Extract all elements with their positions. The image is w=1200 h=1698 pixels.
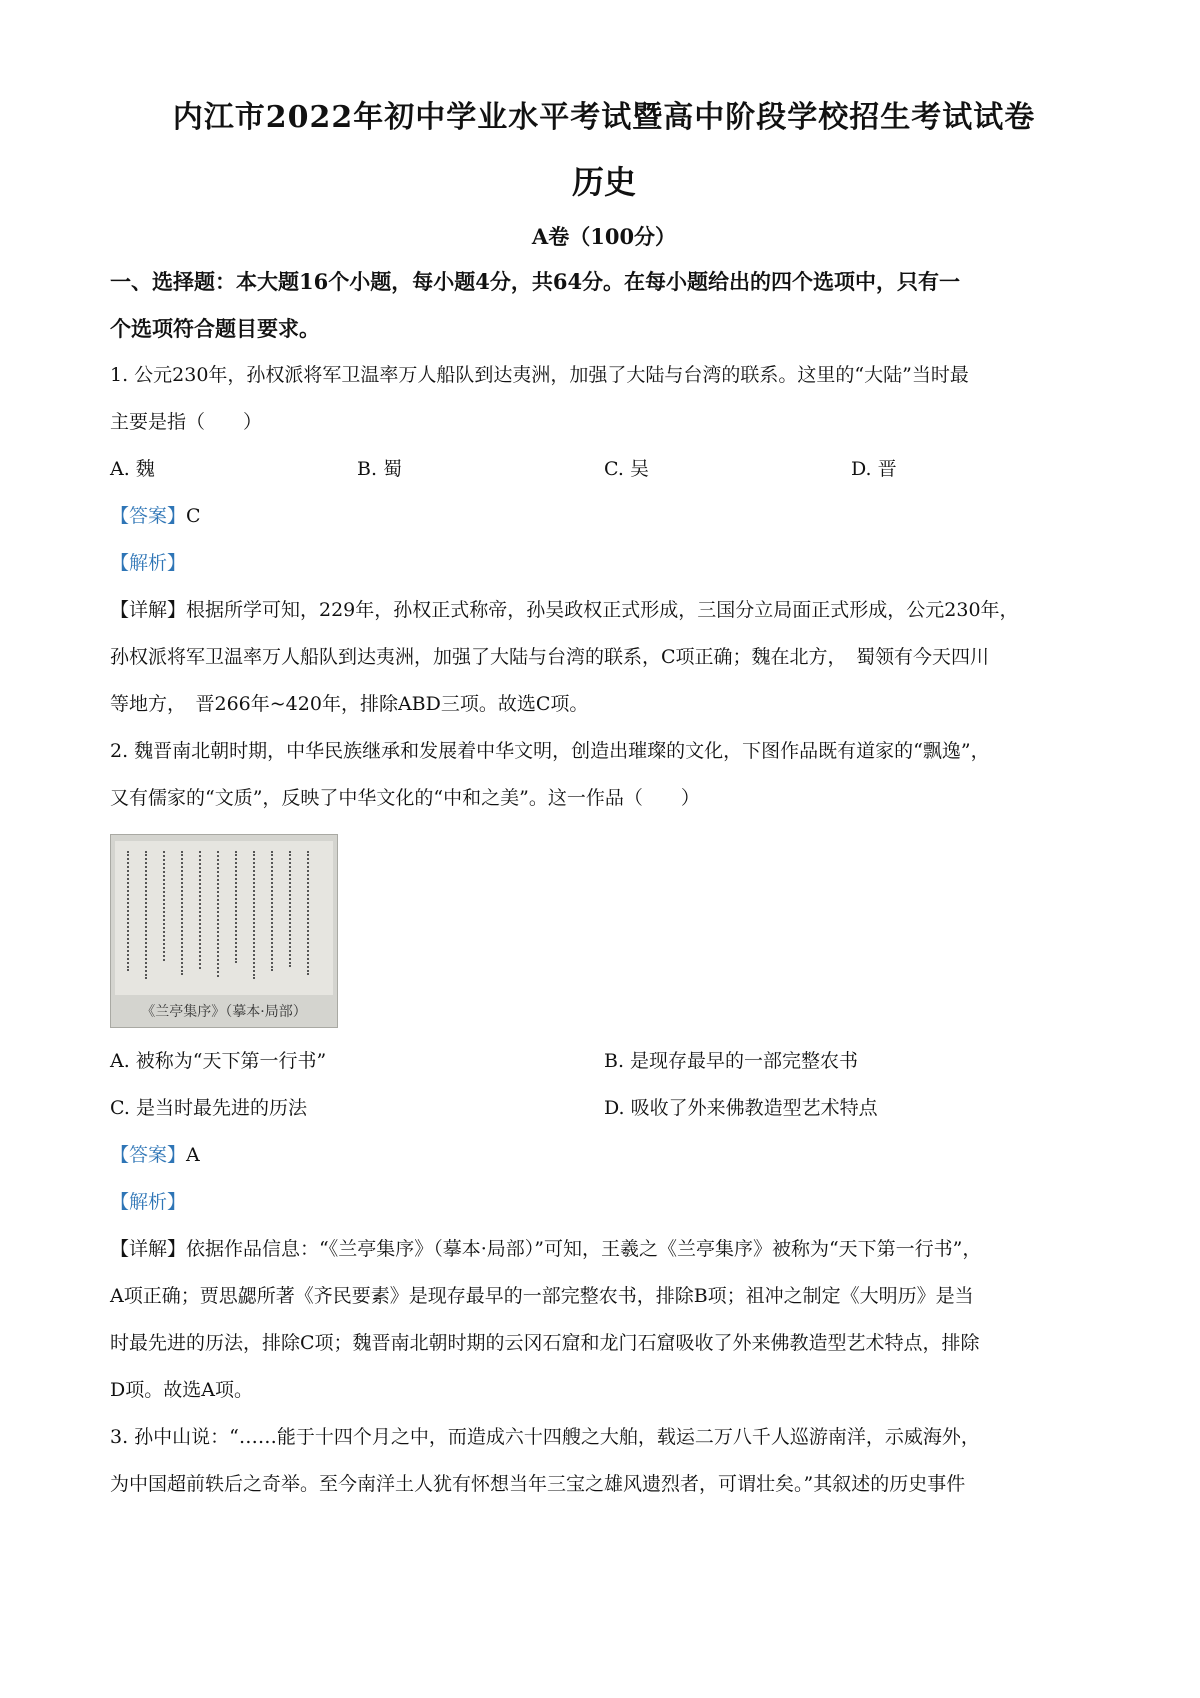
q3-stem-line-2: 为中国超前轶后之奇举。至今南洋土人犹有怀想当年三宝之雄风遗烈者，可谓壮矣。”其叙述的历史事件 — [110, 1473, 966, 1495]
q3-stem-line-1: 3. 孙中山说：“……能于十四个月之中，而造成六十四艘之大舶，载运二万八千人巡游南洋，示威海外， — [110, 1426, 980, 1448]
q2-detail-line-1: 【详解】依据作品信息：“《兰亭集序》（摹本·局部）”可知，王羲之《兰亭集序》被称为“天下第一行书”， — [110, 1238, 982, 1260]
q1-answer — [110, 493, 1098, 540]
q2-option-c: C. 是当时最先进的历法 — [110, 1097, 307, 1119]
q1-stem-line-2: 主要是指（ ） — [110, 411, 263, 433]
q2-answer — [110, 1132, 1098, 1179]
q2-detail-line-2: A项正确；贾思勰所著《齐民要素》是现存最早的一部完整农书，排除B项；祖冲之制定《大明历》是当 — [110, 1285, 974, 1307]
section-line-2: 个选项符合题目要求。 — [110, 316, 320, 341]
volume-heading: A卷（100分） — [531, 224, 677, 249]
q2-stem-line-2: 又有儒家的“文质”，反映了中华文化的“中和之美”。这一作品（ ） — [110, 787, 700, 809]
q1-analysis-tag: 【解析】 — [110, 552, 187, 574]
q2-answer-value: A — [186, 1144, 200, 1166]
answer-tag: 【答案】 — [110, 505, 187, 527]
question-3 — [110, 1414, 1098, 1508]
q2-option-a: A. 被称为“天下第一行书” — [110, 1050, 327, 1072]
q1-option-b: B. 蜀 — [357, 458, 403, 480]
q2-detail-line-3: 时最先进的历法，排除C项；魏晋南北朝时期的云冈石窟和龙门石窟吸收了外来佛教造型艺术特点，排除 — [110, 1332, 980, 1354]
q1-option-c: C. 吴 — [604, 458, 649, 480]
question-2 — [110, 728, 1098, 1414]
q1-detail-line-2: 孙权派将军卫温率万人船队到达夷洲，加强了大陆与台湾的联系，C项正确；魏在北方， 蜀领有今天四川 — [110, 646, 990, 668]
section-heading — [110, 258, 1098, 352]
calligraphy-scroll — [115, 841, 333, 995]
q1-answer-value: C — [186, 505, 201, 527]
q1-stem-line-1: 1. 公元230年，孙权派将军卫温率万人船队到达夷洲，加强了大陆与台湾的联系。这里的“大陆”当时最 — [110, 364, 969, 386]
q2-stem-line-1: 2. 魏晋南北朝时期，中华民族继承和发展着中华文明，创造出璀璨的文化，下图作品既有道家的“飘逸”， — [110, 740, 990, 762]
exam-title: 内江市2022年初中学业水平考试暨高中阶段学校招生考试试卷 — [172, 100, 1036, 135]
q1-detail-line-1: 【详解】根据所学可知，229年，孙权正式称帝，孙吴政权正式形成，三国分立局面正式形成，公元230年， — [110, 599, 1019, 621]
q1-option-d: D. 晋 — [851, 458, 897, 480]
subject-title: 历史 — [571, 163, 636, 201]
q2-options-row-2 — [110, 1085, 1098, 1132]
q1-options — [110, 446, 1098, 493]
exam-page — [110, 96, 1098, 1508]
section-line-1: 一、选择题：本大题16个小题，每小题4分，共64分。在每小题给出的四个选项中，只有一 — [110, 269, 961, 294]
q2-analysis-tag: 【解析】 — [110, 1191, 187, 1213]
q2-options-row-1 — [110, 1038, 1098, 1085]
q1-option-a: A. 魏 — [110, 458, 155, 480]
q1-detail-line-3: 等地方， 晋266年~420年，排除ABD三项。故选C项。 — [110, 693, 589, 715]
q2-option-d: D. 吸收了外来佛教造型艺术特点 — [604, 1097, 878, 1119]
answer-tag: 【答案】 — [110, 1144, 187, 1166]
calligraphy-image — [110, 834, 338, 1028]
q2-detail-line-4: D项。故选A项。 — [110, 1379, 253, 1401]
q2-option-b: B. 是现存最早的一部完整农书 — [604, 1050, 859, 1072]
question-1 — [110, 352, 1098, 728]
figure-caption: 《兰亭集序》（摹本·局部） — [141, 1004, 307, 1020]
